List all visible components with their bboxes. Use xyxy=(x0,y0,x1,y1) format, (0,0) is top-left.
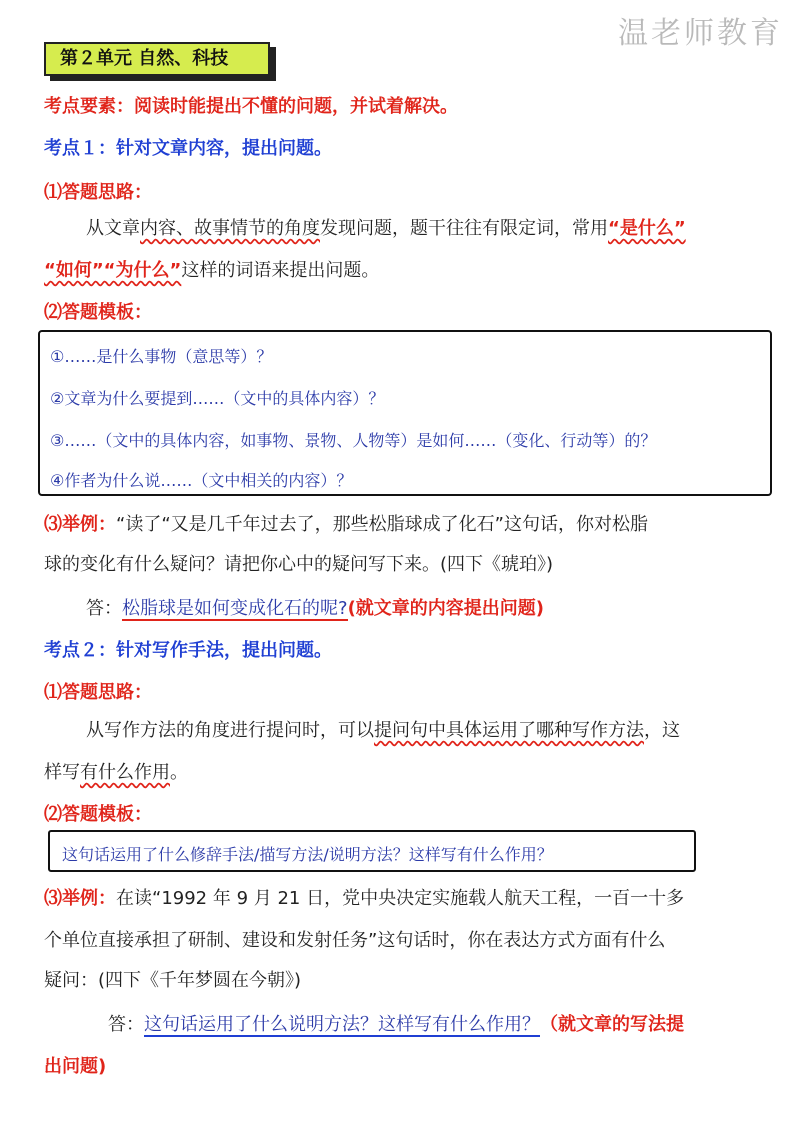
approach-underlined: 内容、故事情节的角度 xyxy=(140,218,320,239)
template-item-2: ②文章为什么要提到……（文中的具体内容）？ xyxy=(50,389,385,408)
template-item-4: ④作者为什么说……（文中相关的内容）？ xyxy=(50,471,353,490)
point2-approach-line1 xyxy=(86,716,680,742)
approach-text: 发现问题，题干往往有限定词，常用 xyxy=(320,218,608,239)
approach-underlined: 提问句中具体运用了哪种写作方法 xyxy=(374,720,644,741)
template-item-3: ③……（文中的具体内容，如事物、景物、人物等）是如何……（变化、行动等）的？ xyxy=(50,431,657,450)
key-requirement: 考点要素：阅读时能提出不懂的问题，并试着解决。 xyxy=(44,96,458,117)
point1-answer xyxy=(86,594,544,620)
answer-text: 这句话运用了什么说明方法？这样写有什么作用？ xyxy=(144,1014,540,1035)
approach-text: 从文章 xyxy=(86,218,140,239)
approach-text: ，这 xyxy=(644,720,680,741)
answer-label: 答： xyxy=(108,1014,144,1035)
template-item-1: ①……是什么事物（意思等）？ xyxy=(50,347,273,366)
example-label: ⑶举例： xyxy=(44,888,116,909)
point2-approach-line2 xyxy=(44,758,188,784)
point2-example-line1 xyxy=(44,884,684,910)
approach-underlined: 有什么作用 xyxy=(80,762,170,783)
point1-approach-line2 xyxy=(44,256,379,282)
answer-text: 松脂球是如何变成化石的呢? xyxy=(122,598,348,619)
template-item: 这句话运用了什么修辞手法/描写方法/说明方法？这样写有什么作用？ xyxy=(62,845,553,864)
answer-note: （就文章的写法提 xyxy=(540,1014,684,1035)
point2-title: 考点２：针对写作手法，提出问题。 xyxy=(44,640,332,661)
point2-answer xyxy=(108,1010,684,1036)
example-text: “读了“又是几千年过去了，那些松脂球成了化石”这句话，你对松脂 xyxy=(116,514,648,535)
point1-example-line2: 球的变化有什么疑问？请把你心中的疑问写下来。(四下《琥珀》) xyxy=(44,554,554,575)
point2-example-line2: 个单位直接承担了研制、建设和发射任务”这句话时，你在表达方式方面有什么 xyxy=(44,930,666,951)
approach-text: 这样的词语来提出问题。 xyxy=(181,260,380,281)
point2-example-line3: 疑问：(四下《千年梦圆在今朝》) xyxy=(44,970,302,991)
approach-text: 样写 xyxy=(44,762,80,783)
point1-approach-label: ⑴答题思路： xyxy=(44,182,152,203)
watermark: 温老师教育 xyxy=(618,16,783,51)
approach-text: 从写作方法的角度进行提问时，可以 xyxy=(86,720,374,741)
answer-label: 答： xyxy=(86,598,122,619)
point1-approach-line1 xyxy=(86,214,686,240)
point2-template-label: ⑵答题模板： xyxy=(44,804,152,825)
keyword-what: “是什么” xyxy=(608,218,686,239)
answer-note: (就文章的内容提出问题) xyxy=(347,598,545,619)
keyword-how-why: “如何”“为什么” xyxy=(44,260,182,281)
point1-example-line1 xyxy=(44,510,648,536)
point2-approach-label: ⑴答题思路： xyxy=(44,682,152,703)
example-text: 在读“1992 年 9 月 21 日，党中央决定实施载人航天工程，一百一十多 xyxy=(116,888,685,909)
point1-title: 考点１：针对文章内容，提出问题。 xyxy=(44,138,332,159)
approach-text: 。 xyxy=(170,762,188,783)
point1-template-label: ⑵答题模板： xyxy=(44,302,152,323)
unit-title-label: 第２单元 自然、科技 xyxy=(44,42,270,76)
point2-answer-note-cont: 出问题) xyxy=(44,1056,107,1077)
example-label: ⑶举例： xyxy=(44,514,116,535)
